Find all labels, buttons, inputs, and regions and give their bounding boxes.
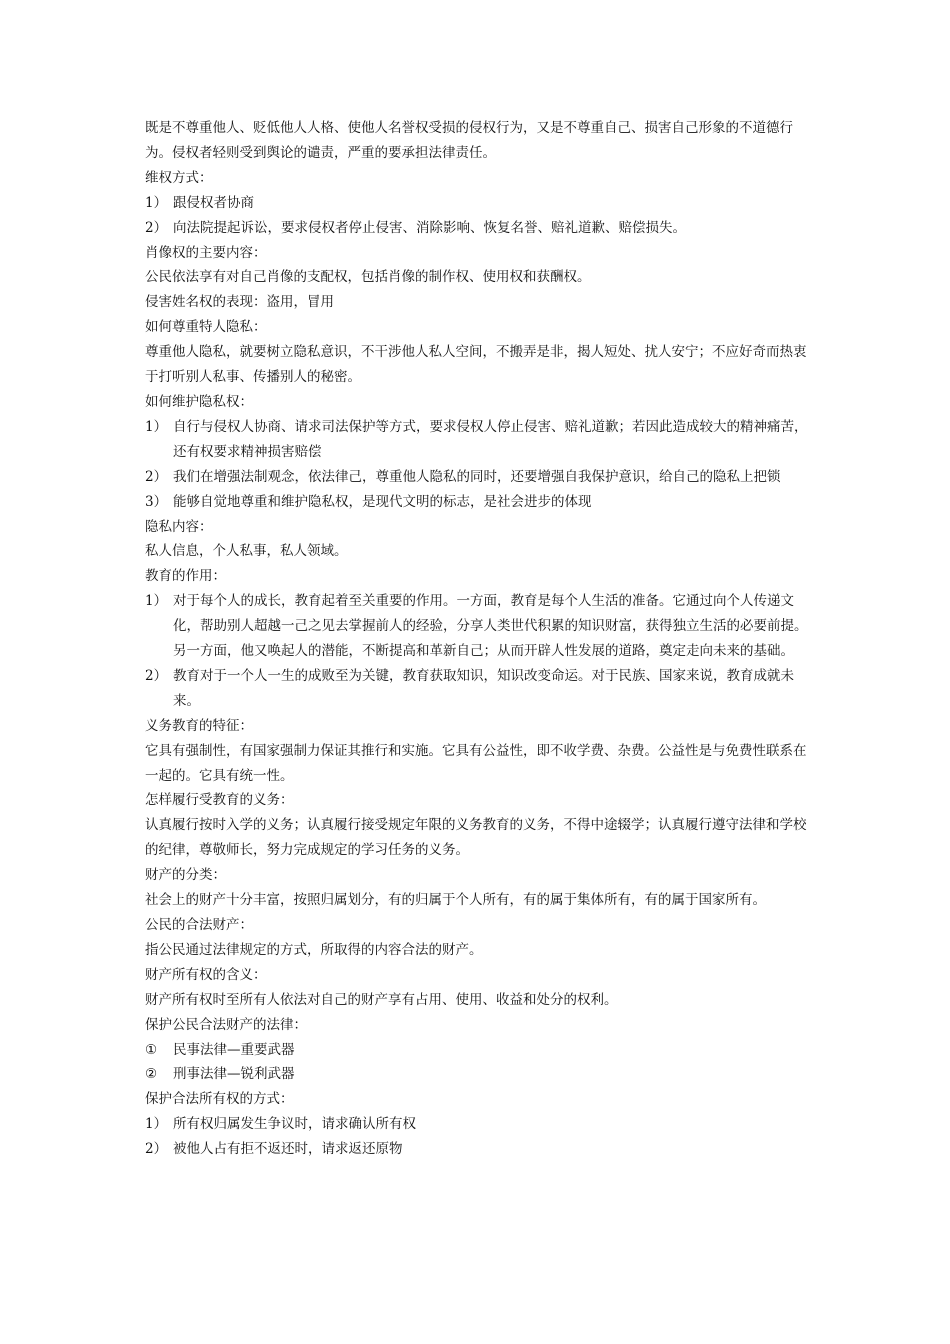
paragraph: 教育的作用：	[145, 568, 226, 585]
paragraph: 私人信息，个人私事，私人领域。	[145, 543, 348, 560]
paragraph: 维权方式：	[145, 169, 213, 186]
paragraph: 保护公民合法财产的法律：	[145, 1016, 307, 1033]
list-item-text: 教育对于一个人一生的成败至为关键，教育获取知识，知识改变命运。对于民族、国家来说，教育成就未来。	[173, 667, 794, 709]
list-item-number: 2）	[145, 667, 168, 684]
paragraph: 如何尊重特人隐私：	[145, 319, 267, 336]
list-item-text: 我们在增强法制观念，依法律己，尊重他人隐私的同时，还要增强自我保护意识，给自己的隐私上把锁	[173, 468, 781, 485]
list-item	[145, 1112, 810, 1137]
list-item-text: 对于每个人的成长，教育起着至关重要的作用。一方面，教育是每个人生活的准备。它通过向个人传递文化，帮助别人超越一己之见去掌握前人的经验，分享人类世代积累的知识财富，获得独立生活的必要前提。另一方面，他又唤起人的潜能，不断提高和革新自己；从而开辟人性发展的道路，奠定走向未来的基础。	[173, 593, 808, 660]
list-item	[145, 465, 810, 490]
list-item-text: 自行与侵权人协商、请求司法保护等方式，要求侵权人停止侵害、赔礼道歉；若因此造成较大的精神痛苦，还有权要求精神损害赔偿	[173, 418, 808, 460]
paragraph: 社会上的财产十分丰富，按照归属划分，有的归属于个人所有，有的属于集体所有，有的属于国家所有。	[145, 892, 766, 909]
list-item-number: 2）	[145, 1141, 168, 1158]
paragraph: 认真履行按时入学的义务；认真履行接受规定年限的义务教育的义务，不得中途辍学；认真履行遵守法律和学校的纪律，尊敬师长，努力完成规定的学习任务的义务。	[145, 817, 807, 859]
list-item-text: 跟侵权者协商	[173, 194, 254, 211]
paragraph: 尊重他人隐私，就要树立隐私意识，不干涉他人私人空间，不搬弄是非，揭人短处、扰人安宁；不应好奇而热衷于打听别人私事、传播别人的秘密。	[145, 344, 807, 386]
paragraph: 隐私内容：	[145, 518, 213, 535]
list-item-number: 1）	[145, 194, 168, 211]
list-item	[145, 1038, 810, 1063]
document-body	[145, 116, 810, 1162]
list-item-text: 被他人占有拒不返还时，请求返还原物	[173, 1141, 403, 1158]
list-item-number: 3）	[145, 493, 168, 510]
paragraph: 肖像权的主要内容：	[145, 244, 267, 261]
list-item-text: 民事法律—重要武器	[173, 1041, 295, 1058]
list-item-text: 向法院提起诉讼，要求侵权者停止侵害、消除影响、恢复名誉、赔礼道歉、赔偿损失。	[173, 219, 686, 236]
paragraph: 保护合法所有权的方式：	[145, 1091, 294, 1108]
paragraph: 怎样履行受教育的义务：	[145, 792, 294, 809]
list-item-text: 所有权归属发生争议时，请求确认所有权	[173, 1116, 416, 1133]
list-item-number: 2）	[145, 219, 168, 236]
list-item	[145, 490, 810, 515]
list-item-number: 1）	[145, 1116, 168, 1133]
paragraph: 它具有强制性，有国家强制力保证其推行和实施。它具有公益性，即不收学费、杂费。公益性是与免费性联系在一起的。它具有统一性。	[145, 742, 807, 784]
paragraph: 指公民通过法律规定的方式，所取得的内容合法的财产。	[145, 941, 483, 958]
paragraph: 如何维护隐私权：	[145, 393, 253, 410]
list-item-text: 刑事法律—锐利武器	[173, 1066, 295, 1083]
list-item-number: ①	[145, 1041, 158, 1058]
list-item	[145, 664, 810, 714]
paragraph: 既是不尊重他人、贬低他人人格、使他人名誉权受损的侵权行为，又是不尊重自己、损害自己形象的不道德行为。侵权者轻则受到舆论的谴责，严重的要承担法律责任。	[145, 120, 793, 161]
list-item-number: 1）	[145, 593, 168, 610]
paragraph: 公民的合法财产：	[145, 917, 253, 933]
list-item	[145, 191, 810, 216]
list-item-text: 能够自觉地尊重和维护隐私权，是现代文明的标志，是社会进步的体现	[173, 493, 592, 510]
paragraph: 侵害姓名权的表现：盗用，冒用	[145, 294, 334, 311]
list-item-number: 2）	[145, 468, 168, 485]
paragraph: 财产所有权时至所有人依法对自己的财产享有占用、使用、收益和处分的权利。	[145, 991, 618, 1008]
paragraph: 财产的分类：	[145, 867, 226, 884]
list-item	[145, 1062, 810, 1087]
paragraph: 公民依法享有对自己肖像的支配权，包括肖像的制作权、使用权和获酬权。	[145, 269, 591, 286]
list-item	[145, 216, 810, 241]
list-item-number: ②	[145, 1066, 158, 1083]
list-item	[145, 1137, 810, 1162]
list-item	[145, 415, 810, 465]
list-item-number: 1）	[145, 418, 168, 435]
list-item	[145, 589, 810, 664]
paragraph: 财产所有权的含义：	[145, 966, 267, 983]
paragraph: 义务教育的特征：	[145, 717, 253, 734]
